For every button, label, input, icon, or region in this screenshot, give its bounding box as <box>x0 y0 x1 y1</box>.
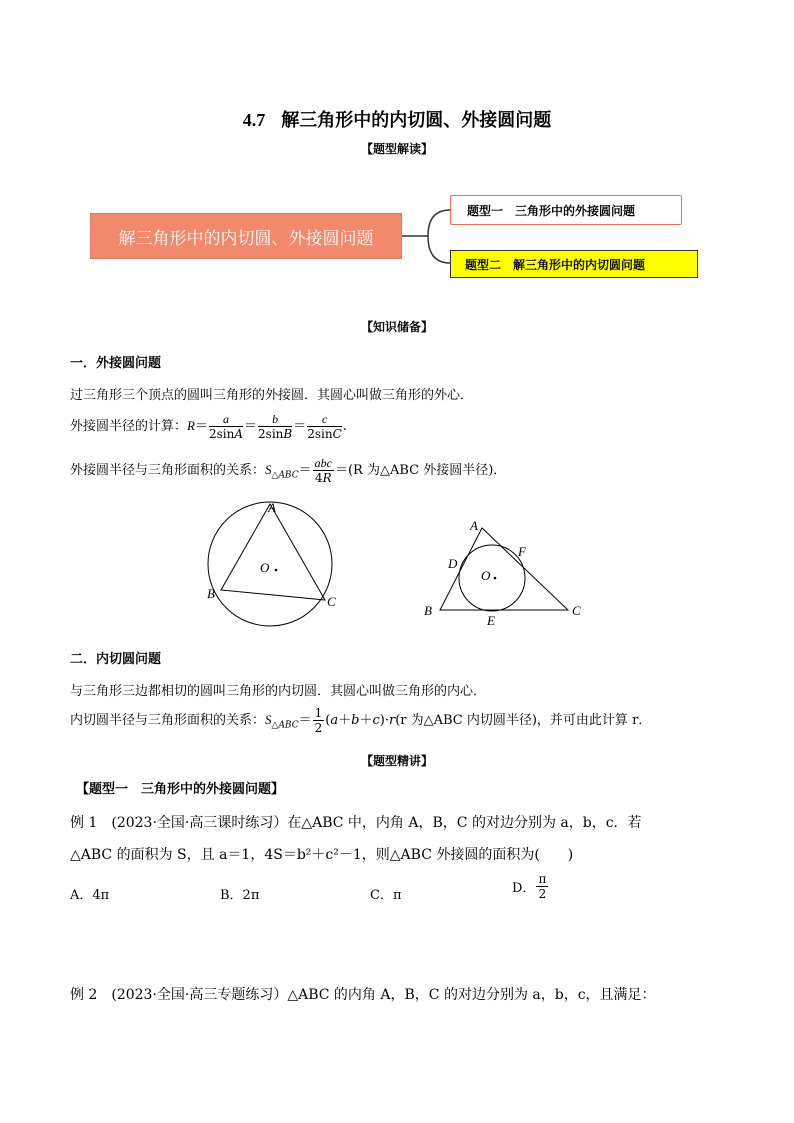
fig1-label-A: A <box>268 500 276 515</box>
title-number: 4.7 <box>242 110 266 130</box>
option-b: B．2π <box>220 888 260 903</box>
fig2-label-O: O <box>481 568 491 583</box>
option-d: D． $\frac{\pi}{2}$ <box>512 872 547 901</box>
section-knowledge: 【知识储备】 <box>360 320 433 334</box>
part2-heading: 二．内切圆问题 <box>70 652 162 667</box>
fig1-label-O: O <box>260 560 270 575</box>
title-text: 解三角形中的内切圆、外接圆问题 <box>281 110 552 131</box>
section-reading: 【题型解读】 <box>360 142 433 156</box>
option-c: C．π <box>370 888 402 903</box>
mindmap-main-box: 解三角形中的内切圆、外接圆问题 <box>90 213 402 259</box>
fig2-label-B: B <box>424 603 432 618</box>
part2-paragraph: 与三角形三边都相切的圆叫三角形的内切圆．其圆心叫做三角形的内心． <box>70 684 487 699</box>
section-lecture: 【题型精讲】 <box>360 754 433 768</box>
fig1-label-C: C <box>327 594 336 609</box>
circumcircle-figure <box>200 498 360 638</box>
fig1-label-B: B <box>207 586 215 601</box>
example1-line2: △ABC 的面积为 S，且 a＝1，4S＝b²＋c²－1，则△ABC 外接圆的面积为( ) <box>70 847 574 863</box>
mindmap-type1-box: 题型一 三角形中的外接圆问题 <box>450 195 682 225</box>
part1-heading: 一．外接圆问题 <box>70 356 162 371</box>
fig2-label-C: C <box>572 603 581 618</box>
fig2-label-A: A <box>470 518 478 533</box>
fig2-label-E: E <box>487 613 495 628</box>
fig2-label-F: F <box>518 544 526 559</box>
circumradius-formula: 外接圆半径的计算：R＝ $\frac{a}{2\sin A}$ ＝ $\frac{b}{2\sin B}$ ＝ $\frac{c}{2\sin C}$ . <box>70 412 347 441</box>
circumradius-area-formula: 外接圆半径与三角形面积的关系：$S_{\triangle ABC}=$ $\frac{\text{abc}}{4R}$ ＝(R 为△ABC 外接圆半径)． <box>70 456 507 485</box>
incircle-figure <box>418 512 598 630</box>
fig2-label-D: D <box>448 556 458 571</box>
example1-line1: 例 1 (2023·全国·高三课时练习）在△ABC 中，内角 A，B，C 的对边分别为 a，b，c．若 <box>70 815 642 831</box>
inradius-area-formula: 内切圆半径与三角形面积的关系：$S_{\triangle ABC}=$ $\frac{1}{2}$ (a＋b＋c)·r(r 为△ABC 内切圆半径)，并可由此计算 r． <box>70 706 652 735</box>
option-a: A．4π <box>70 888 110 903</box>
type1-heading: 【题型一 三角形中的外接圆问题】 <box>76 782 285 797</box>
mindmap-type2-box: 题型二 解三角形中的内切圆问题 <box>450 250 698 278</box>
example2-line1: 例 2 (2023·全国·高三专题练习）△ABC 的内角 A，B，C 的对边分别为 a，b，c，且满足： <box>70 987 656 1003</box>
part1-paragraph: 过三角形三个顶点的圆叫三角形的外接圆．其圆心叫做三角形的外心． <box>70 388 474 403</box>
